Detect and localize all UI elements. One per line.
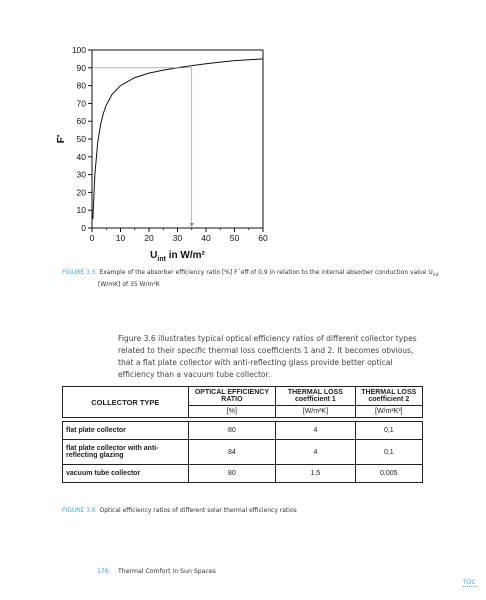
series-line (93, 59, 263, 219)
header-collector-type: COLLECTOR TYPE (63, 387, 189, 418)
chart-axes (88, 50, 263, 232)
y-tick-label: 80 (76, 80, 86, 91)
table-row (63, 422, 423, 440)
x-tick-label: 10 (115, 233, 126, 243)
row-loss-1: 1,5 (276, 465, 355, 483)
row-type: vacuum tube collector (63, 465, 189, 483)
table-header-row (63, 387, 423, 406)
figure-3-6-text: Optical efficiency ratios of different solar thermal efficiency ratios (99, 507, 297, 514)
row-optical: 80 (188, 465, 275, 483)
figure-3-6-caption (62, 507, 442, 516)
x-axis-label: $U_{int}$ in W/m² (150, 250, 205, 263)
y-tick-label: 70 (76, 98, 86, 109)
unit-loss-2: [W/m²K²] (355, 406, 422, 418)
row-type: flat plate collector (63, 422, 189, 440)
figure-3-5-sub: int (432, 273, 439, 279)
page-number: 176 (97, 568, 109, 575)
chart-series (92, 59, 263, 228)
y-tick-label: 30 (76, 169, 86, 180)
unit-loss-1: [W/m²K] (276, 406, 355, 418)
row-type: flat plate collector with anti-reflecting glazing (63, 440, 189, 465)
y-axis-label: F' (56, 134, 67, 144)
row-loss-2: 0,1 (355, 422, 422, 440)
row-loss-2: 0,1 (355, 440, 422, 465)
figure-3-5-label: FIGURE 3.5 (62, 269, 96, 276)
row-loss-1: 4 (276, 422, 355, 440)
table-row (63, 440, 423, 465)
header-loss-1: THERMAL LOSS coefficient 1 (276, 387, 355, 406)
y-tick-label: 50 (76, 134, 86, 144)
y-tick-label: 60 (76, 116, 86, 127)
y-tick-label: 40 (76, 151, 86, 162)
x-tick-label: 50 (229, 233, 240, 243)
x-tick-label: 20 (144, 233, 154, 243)
reference-arrow (190, 223, 194, 227)
y-tick-label: 10 (76, 205, 86, 216)
collector-table (62, 386, 423, 483)
row-loss-2: 0,005 (355, 465, 422, 483)
x-tick-label: 40 (201, 233, 211, 243)
x-tick-label: 30 (172, 233, 183, 243)
chart-labels (56, 45, 268, 263)
figure-3-5-caption (62, 269, 452, 289)
toc-link[interactable]: TOC (463, 579, 476, 586)
row-optical: 84 (188, 440, 275, 465)
body-paragraph: Figure 3.6 illustrates typical optical efficiency ratios of different collector types related to their specific thermal loss coefficients 1 and 2. It becomes obvious, that a flat plate collector with anti-reflecting glass provide better optical efficiency than a vacuum tube collector. (118, 334, 417, 379)
x-tick-label: 0 (89, 233, 95, 243)
plot-frame (92, 50, 263, 228)
unit-optical: [%] (188, 406, 275, 418)
x-tick-label: 60 (258, 233, 268, 243)
table-row (63, 465, 423, 483)
figure-3-5-text: Example of the absorber efficiency ratio [%] F´eff of 0,9 in relation to the internal absorber conduction value U (99, 269, 433, 276)
y-tick-label: 100 (71, 45, 86, 55)
y-tick-label: 0 (81, 223, 86, 233)
header-loss-2: THERMAL LOSS coefficient 2 (355, 387, 422, 406)
y-tick-label: 90 (76, 62, 86, 73)
figure-3-6-label: FIGURE 3.6 (62, 507, 96, 514)
efficiency-chart (50, 40, 280, 265)
header-optical: OPTICAL EFFICIENCY RATIO (188, 387, 275, 406)
row-optical: 80 (188, 422, 275, 440)
footer-title: Thermal Comfort in Sun Spaces (118, 568, 216, 575)
figure-3-5-text-2: [W/mK] of 35 W/m²K (98, 280, 160, 288)
row-loss-1: 4 (276, 440, 355, 465)
y-tick-label: 20 (76, 187, 86, 198)
